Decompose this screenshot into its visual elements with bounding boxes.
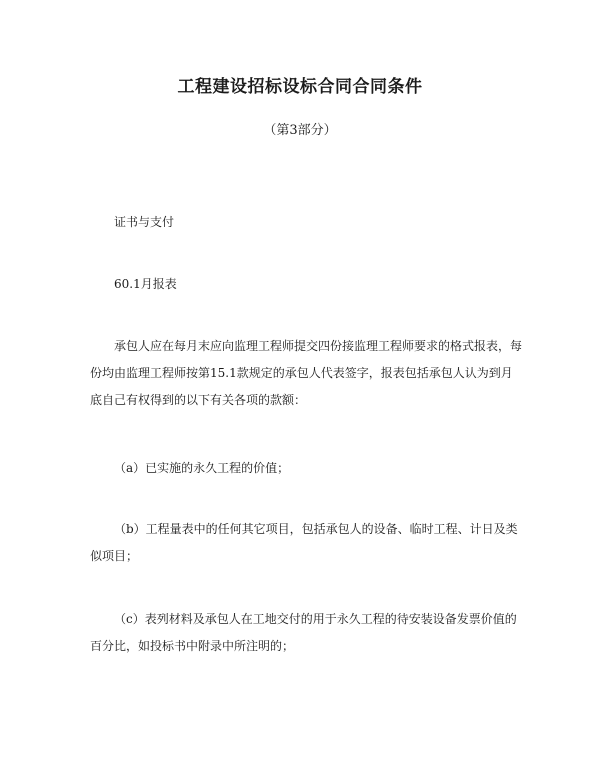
- document-title: 工程建设招标设标合同合同条件: [177, 77, 423, 97]
- list-item-c: （c）表列材料及承包人在工地交付的用于永久工程的待安装设备发票价值的百分比，如投标书中附录中所注明的；: [90, 612, 517, 653]
- list-item-a: （a）已实施的永久工程的价值；: [114, 461, 290, 475]
- section-heading: 证书与支付: [114, 215, 175, 229]
- clause-heading: 60.1月报表: [114, 277, 177, 291]
- document-subtitle: （第3部分）: [263, 123, 337, 138]
- list-item-b: （b）工程量表中的任何其它项目，包括承包人的设备、临时工程、计日及类似项目；: [90, 522, 518, 563]
- body-paragraph: 承包人应在每月末应向监理工程师提交四份接监理工程师要求的格式报表，每份均由监理工程师按第15.1款规定的承包人代表签字，报表包括承包人认为到月底自己有权得到的以下有关各项的款额：: [90, 339, 523, 407]
